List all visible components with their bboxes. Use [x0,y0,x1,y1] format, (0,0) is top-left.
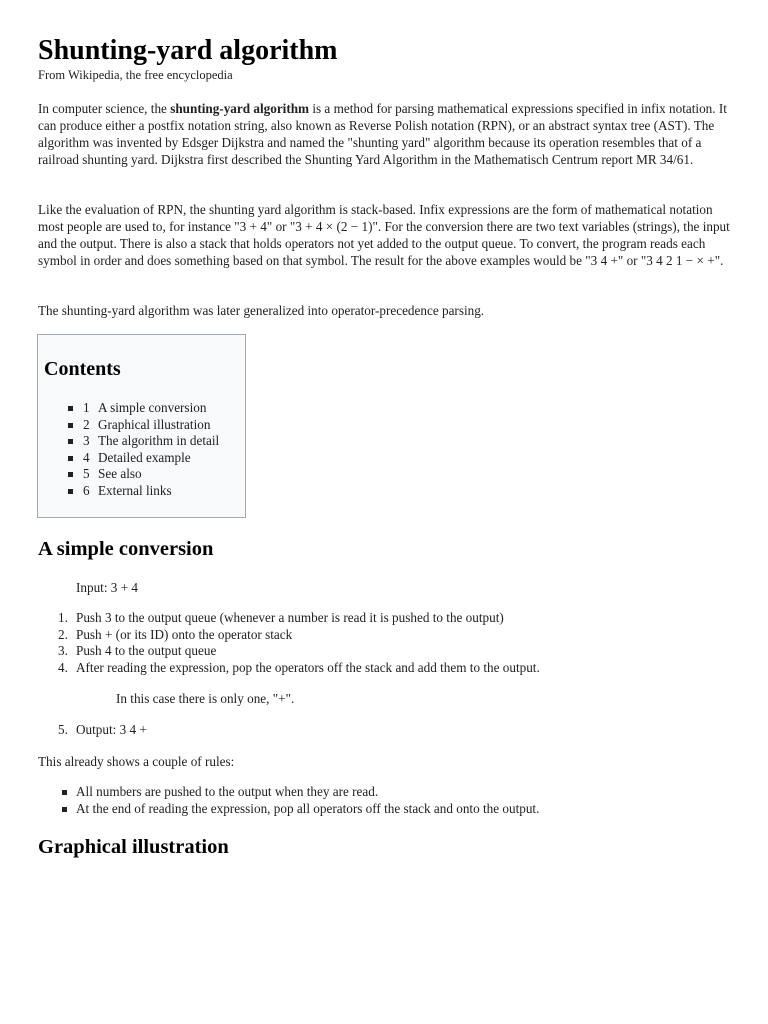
step-text: Push 4 to the output queue [76,643,217,658]
toc-item-number: 5 [83,466,90,481]
list-item [38,721,147,738]
toc-item-label: External links [98,482,172,498]
intro-bold-term: shunting-yard algorithm [170,101,310,116]
list-item [38,784,539,801]
bullet-icon [62,807,67,812]
table-of-contents [37,334,246,518]
rules-intro: This already shows a couple of rules: [38,754,235,769]
step-note: In this case there is only one, "+". [116,691,295,706]
example-input: Input: 3 + 4 [76,580,139,595]
toc-item-label: Graphical illustration [98,416,211,432]
toc-item-number: 1 [83,400,90,415]
conversion-steps-continued [38,721,147,738]
toc-item-label: A simple conversion [98,400,207,415]
step-text: Output: 3 4 + [76,722,147,737]
list-item [38,610,728,627]
toc-title: Contents [44,358,121,380]
page-title: Shunting-yard algorithm [38,35,338,66]
step-number: 1. [58,610,68,625]
toc-item-graphical-illustration[interactable] [38,417,219,434]
toc-item-simple-conversion[interactable] [38,400,219,417]
rules-list [38,784,539,817]
list-item [38,627,728,644]
step-number: 3. [58,643,68,658]
toc-item-external-links[interactable] [38,483,219,500]
step-text: After reading the expression, pop the operators off the stack and add them to the output. [76,659,540,675]
list-item [38,643,728,660]
section-heading-simple-conversion: A simple conversion [38,538,214,560]
intro-text-rest: is a method for parsing mathematical expressions specified in infix notation. It can produce either a postfix notation string, also known as Reverse Polish notation (RPN), or an abstract syntax tree (AST). The algorithm was invented by Edsger Dijkstra and named the "shunting yard" algorithm because its operation resembles that of a railroad shunting yard. Dijkstra first described the Shunting Yard Algorithm in the Mathematisch Centrum report MR 34/61. [38,101,727,167]
list-item [38,660,728,677]
step-number: 4. [58,659,68,675]
bullet-icon [68,406,73,411]
intro-paragraph-1 [38,100,730,168]
bullet-icon [68,472,73,477]
intro-paragraph-2: Like the evaluation of RPN, the shunting yard algorithm is stack-based. Infix expressions are the form of mathematical notation most people are used to, for instance "3 + 4" or "3 + 4 × (2 − 1)". For the conversion there are two text variables (strings), the input and the output. There is also a stack that holds operators not yet added to the output queue. To convert, the program reads each symbol in order and does something based on that symbol. The result for the above examples would be "3 4 +" or "3 4 2 1 − × +". [38,202,730,268]
bullet-icon [68,456,73,461]
toc-item-see-also[interactable] [38,466,219,483]
list-item [38,801,539,818]
rule-text: All numbers are pushed to the output when they are read. [76,784,379,799]
rule-text: At the end of reading the expression, pop all operators off the stack and onto the output. [76,800,540,816]
page-subtitle: From Wikipedia, the free encyclopedia [38,68,233,82]
toc-item-label: The algorithm in detail [98,433,220,448]
toc-item-detailed-example[interactable] [38,450,219,467]
toc-item-algorithm-in-detail[interactable] [38,433,219,450]
conversion-steps [38,610,728,676]
toc-item-number: 4 [83,449,90,465]
step-number: 2. [58,626,68,642]
toc-item-number: 3 [83,433,90,448]
toc-item-number: 6 [83,482,90,498]
bullet-icon [68,489,73,494]
step-number: 5. [58,722,68,737]
bullet-icon [62,790,67,795]
bullet-icon [68,423,73,428]
intro-text-start: In computer science, the [38,101,171,116]
section-heading-graphical-illustration: Graphical illustration [38,836,229,858]
toc-list [38,400,219,499]
toc-item-number: 2 [83,416,90,432]
toc-item-label: See also [98,466,142,481]
step-text: Push 3 to the output queue (whenever a number is read it is pushed to the output) [76,610,504,625]
toc-item-label: Detailed example [98,449,191,465]
intro-paragraph-3: The shunting-yard algorithm was later generalized into operator-precedence parsing. [38,303,485,318]
step-text: Push + (or its ID) onto the operator stack [76,626,293,642]
bullet-icon [68,439,73,444]
